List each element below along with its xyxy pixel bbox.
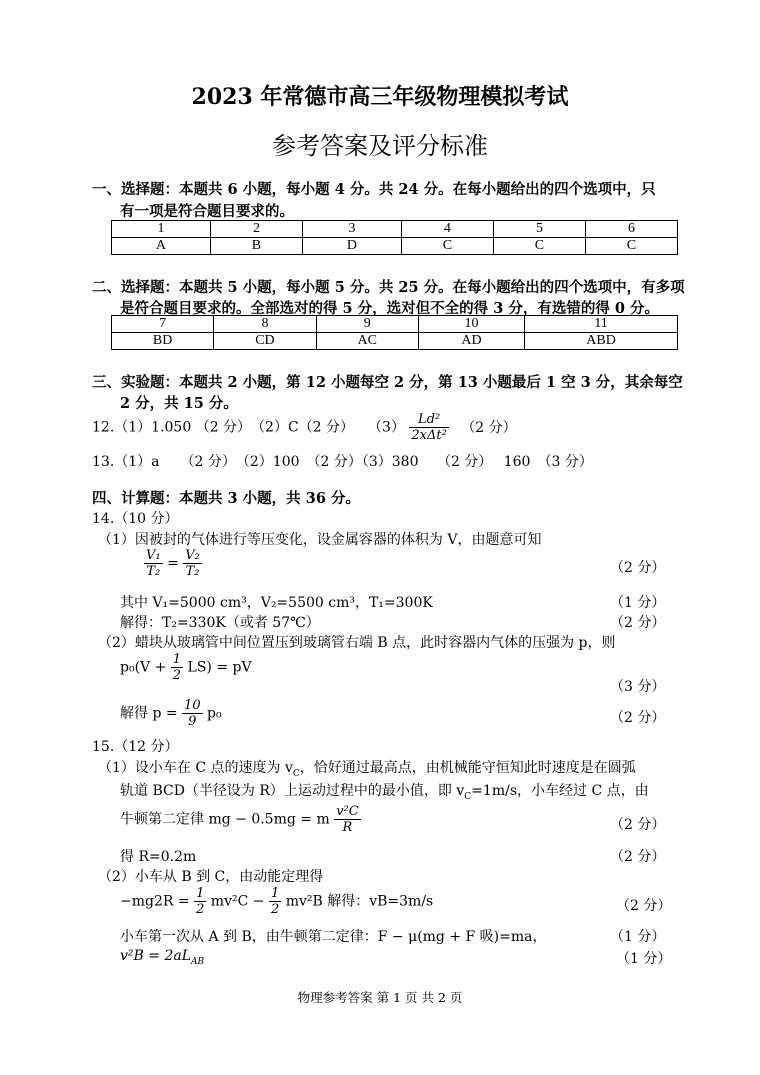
table-cell: AC <box>316 333 418 350</box>
q15-kinematics-text: v²B = 2aL <box>120 948 191 964</box>
q14-heading: 14.（10 分） <box>92 511 179 527</box>
section1-intro-line2: 有一项是符合题目要求的。 <box>120 203 294 220</box>
q15-score5: （1 分） <box>616 951 672 967</box>
table-cell: 8 <box>214 316 316 333</box>
table-row <box>112 221 678 238</box>
q14-result2-tail: p₀ <box>207 705 222 722</box>
table-row <box>112 238 678 255</box>
table-row <box>112 333 678 350</box>
q13-answer: 13.（1）a （2 分） （2）100 （2 分）（3）380 （2 分） 160 （3 分） <box>92 454 593 470</box>
q15-eq2-half1: $\frac{1}{2}$ <box>196 886 205 917</box>
q14-part2: （2）蜡块从玻璃管中间位置压到玻璃管右端 B 点，此时容器内气体的压强为 p，则 <box>98 635 616 651</box>
q14-eq1-frac2 <box>183 548 202 579</box>
q14-result2 <box>120 698 222 729</box>
q15-equation1 <box>120 804 361 835</box>
q15-score1: （2 分） <box>610 817 666 833</box>
q15-part1-line2: 轨道 BCD（半径设为 R）上运动过程中的最小值，即 $v_C=1m/s$，小车经过 C 点，由 <box>120 783 649 802</box>
table-cell: 5 <box>493 221 585 238</box>
table-cell: C <box>493 238 585 255</box>
q15-eq1-den: R <box>342 820 353 835</box>
q15-score4: （1 分） <box>610 929 666 945</box>
q14-score1: （2 分） <box>610 560 666 576</box>
q15-eq2-half2: $\frac{1}{2}$ <box>270 886 280 917</box>
q14-score2: （1 分） <box>610 595 666 611</box>
q15-p2b: =1m/s，小车经过 C 点，由 <box>471 783 649 799</box>
page-title: 2023 年常德市高三年级物理模拟考试 <box>191 84 569 110</box>
q14-eq1-frac1 <box>144 548 163 579</box>
q15-heading: 15.（12 分） <box>92 739 179 755</box>
q14-score3: （2 分） <box>610 615 666 631</box>
table-cell: 9 <box>316 316 418 333</box>
q15-newton: 小车第一次从 A 到 B，由牛顿第二定律：F − μ(mg + F 吸)=ma， <box>120 929 547 945</box>
q15-eq2-mid: mv²C − <box>210 893 265 910</box>
section3-intro-line2: 2 分，共 15 分。 <box>120 395 238 412</box>
section4-heading: 四、计算题：本题共 3 小题，共 36 分。 <box>92 490 360 507</box>
table-cell: 3 <box>302 221 401 238</box>
q15-eq1-left: 牛顿第二定律 mg − 0.5mg = m <box>120 811 330 828</box>
page-subtitle: 参考答案及评分标准 <box>272 132 488 160</box>
table-cell: AD <box>418 333 524 350</box>
q15-part2: （2）小车从 B 到 C，由动能定理得 <box>98 869 324 885</box>
table-cell: 4 <box>401 221 493 238</box>
q15-p1a: （1）设小车在 C 点的速度为 v <box>98 760 293 776</box>
q15-score3: （2 分） <box>616 898 672 914</box>
q12-score: （2 分） <box>461 419 517 436</box>
section2-answer-table <box>111 315 678 350</box>
section2-intro-line2: 是符合题目要求的。全部选对的得 5 分，选对但不全的得 3 分，有选错的得 0 分。 <box>120 300 660 317</box>
q14-score5: （2 分） <box>610 710 666 726</box>
q15-kinematics-sub: AB <box>191 956 205 967</box>
table-cell: 2 <box>210 221 302 238</box>
section3-intro-line1: 三、实验题：本题共 2 小题，第 12 小题每空 2 分，第 13 小题最后 1 空 3 分，其余每空 <box>92 374 683 391</box>
q14-result2-den: 9 <box>188 714 197 729</box>
q15-eq1-num: v²C <box>336 804 359 819</box>
table-cell: 10 <box>418 316 524 333</box>
q14-eq1-n1: V₁ <box>146 548 161 563</box>
q15-p1b: ，恰好通过最高点，由机械能守恒知此时速度是在圆弧 <box>299 760 636 776</box>
q12-answer <box>92 412 517 443</box>
page-footer: 物理参考答案 第 1 页 共 2 页 <box>297 990 463 1005</box>
q14-given: 其中 V₁=5000 cm³，V₂=5500 cm³，T₁=300K <box>120 595 433 611</box>
q15-kinematics <box>120 948 204 967</box>
table-cell: C <box>401 238 493 255</box>
table-row <box>112 316 678 333</box>
q15-eq2-left: −mg2R = <box>120 893 190 910</box>
q14-score4: （3 分） <box>610 679 666 695</box>
q14-result2-frac <box>182 698 203 729</box>
section1-answer-table <box>111 220 678 255</box>
table-cell: C <box>585 238 677 255</box>
q15-part1-line1: （1）设小车在 C 点的速度为 $v_C$，恰好通过最高点，由机械能守恒知此时速度是在圆弧 <box>98 760 636 779</box>
table-cell: A <box>112 238 211 255</box>
q15-equation2 <box>120 886 433 917</box>
q12-numerator: Ld² <box>409 412 448 428</box>
q14-eq1-d2: T₂ <box>185 564 200 579</box>
q14-eq1-d1: T₂ <box>146 564 161 579</box>
q14-eq1-n2: V₂ <box>185 548 200 563</box>
table-cell: 11 <box>525 316 678 333</box>
table-cell: B <box>210 238 302 255</box>
q15-p2: 轨道 BCD（半径设为 R）上运动过程中的最小值，即 v <box>120 783 465 799</box>
q15-result1: 得 R=0.2m <box>120 849 197 865</box>
q14-eq2-left: p₀(V + <box>120 659 167 676</box>
table-cell: 6 <box>585 221 677 238</box>
table-cell: 7 <box>112 316 214 333</box>
q14-eq2-right: LS) = pV <box>187 659 252 676</box>
section2-intro-line1: 二、选择题：本题共 5 小题，每小题 5 分。共 25 分。在每小题给出的四个选项中，有多项 <box>92 279 685 296</box>
q14-result2-label: 解得 p = <box>120 705 178 722</box>
q15-eq2-right: mv²B 解得：vB=3m/s <box>285 893 434 910</box>
table-cell: ABD <box>525 333 678 350</box>
q12-fraction <box>409 412 448 443</box>
q14-result2-num: 10 <box>184 698 201 713</box>
q12-denominator: 2xΔt² <box>411 428 447 443</box>
q15-eq1-frac <box>334 804 361 835</box>
q14-equation2 <box>120 652 252 683</box>
table-cell: BD <box>112 333 214 350</box>
section1-intro-line1: 一、选择题：本题共 6 小题，每小题 4 分。共 24 分。在每小题给出的四个选项中，只 <box>92 181 656 198</box>
table-cell: 1 <box>112 221 211 238</box>
q12-text: 12.（1）1.050 （2 分） （2）C（2 分） （3） <box>92 419 405 436</box>
q14-part1: （1）因被封的气体进行等压变化，设金属容器的体积为 V，由题意可知 <box>98 532 542 548</box>
q15-score2: （2 分） <box>610 849 666 865</box>
q14-result1: 解得：T₂=330K（或者 57℃） <box>120 615 320 631</box>
table-cell: D <box>302 238 401 255</box>
q14-equation1: $\frac{\text{V₁}}{\text{T₂}}$ = $\frac{\text{V₂}}{\text{T₂}}$ <box>146 548 200 579</box>
table-cell: CD <box>214 333 316 350</box>
q14-eq2-half: $\frac{1}{2}$ <box>172 652 182 683</box>
